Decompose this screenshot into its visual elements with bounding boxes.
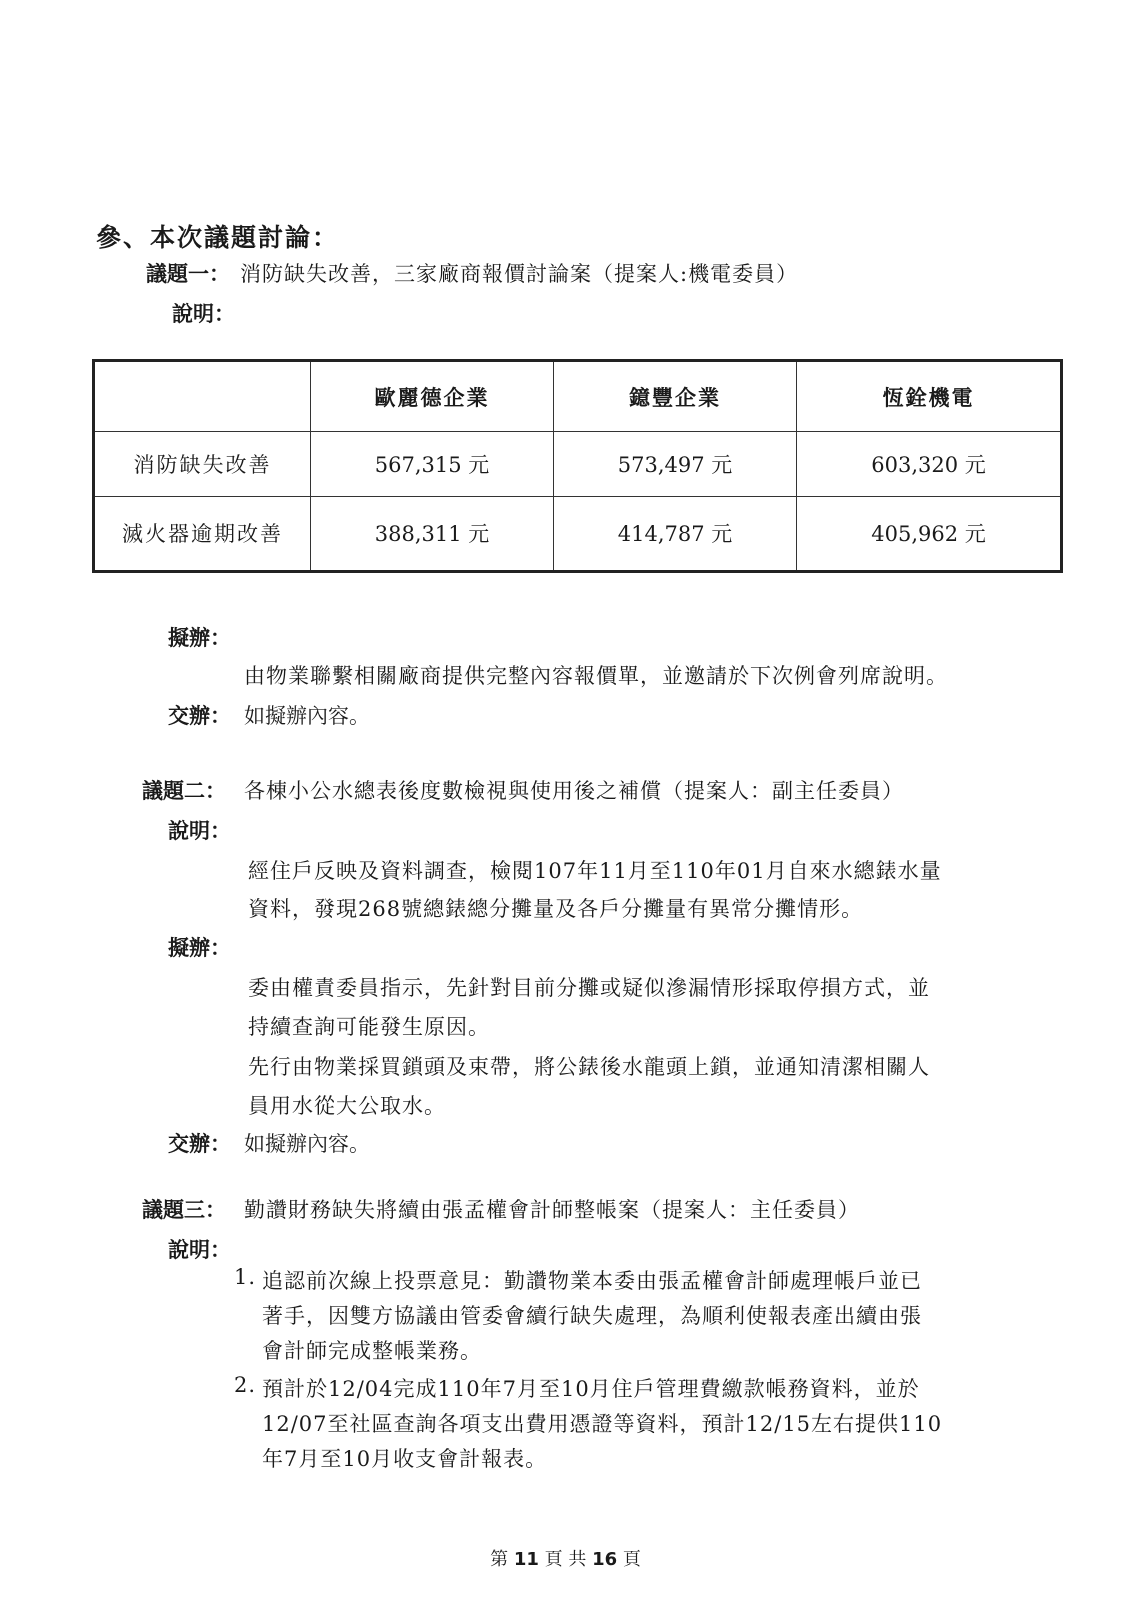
topic2-proposal-line: 先行由物業採買鎖頭及束帶，將公錶後水龍頭上鎖，並通知清潔相關人: [248, 1055, 930, 1079]
quote-table: [92, 359, 1063, 573]
topic2-proposal-line: 員用水從大公取水。: [248, 1094, 446, 1118]
footer-suffix: 頁: [622, 1549, 641, 1570]
topic3-item2-number: 2.: [234, 1373, 257, 1397]
topic1-label: 議題一：: [146, 261, 230, 286]
price-cell: 405,962 元: [797, 496, 1062, 571]
footer-page-number: 11: [513, 1549, 539, 1570]
topic3-item2-line: 預計於12/04完成110年7月至10月住戶管理費繳款帳務資料，並於: [262, 1377, 920, 1401]
topic3-explain-label: 說明：: [168, 1237, 231, 1262]
section-title: 參、本次議題討論：: [96, 223, 340, 252]
row-label: 消防缺失改善: [94, 432, 311, 497]
table-header-vendor: 恆銓機電: [797, 361, 1062, 432]
page-footer: [0, 1545, 1131, 1571]
topic2-proposal-line: 委由權責委員指示，先針對目前分攤或疑似滲漏情形採取停損方式，並: [248, 976, 930, 1000]
topic1-explain-label: 說明：: [172, 301, 235, 326]
table-header-empty: [94, 361, 311, 432]
topic2-action-text: 如擬辦內容。: [244, 1132, 370, 1156]
topic2-action-label: 交辦：: [168, 1131, 231, 1156]
topic3-label: 議題三：: [142, 1197, 226, 1222]
topic1-action-label: 交辦：: [168, 703, 231, 728]
table-header-vendor: 鐿豐企業: [554, 361, 797, 432]
table-row: [94, 496, 1062, 571]
footer-total-pages: 16: [592, 1549, 618, 1570]
topic2-explain-label: 說明：: [168, 818, 231, 843]
topic3-item1-number: 1.: [234, 1265, 257, 1289]
price-cell: 388,311 元: [311, 496, 554, 571]
topic1-proposal-text: 由物業聯繫相關廠商提供完整內容報價單，並邀請於下次例會列席說明。: [244, 664, 948, 688]
topic3-item2-line: 年7月至10月收支會計報表。: [262, 1447, 548, 1471]
footer-prefix: 第: [490, 1549, 509, 1570]
topic2-explain-line: 資料，發現268號總錶總分攤量及各戶分攤量有異常分攤情形。: [248, 897, 864, 921]
topic3-item2-line: 12/07至社區查詢各項支出費用憑證等資料，預計12/15左右提供110: [262, 1412, 943, 1436]
topic2-proposal-line: 持續查詢可能發生原因。: [248, 1015, 490, 1039]
price-cell: 414,787 元: [554, 496, 797, 571]
topic2-title: 各棟小公水總表後度數檢視與使用後之補償（提案人：副主任委員）: [244, 779, 904, 803]
price-cell: 603,320 元: [797, 432, 1062, 497]
topic3-item1-line: 著手，因雙方協議由管委會續行缺失處理，為順利使報表產出續由張: [262, 1304, 922, 1328]
topic2-proposal-label: 擬辦：: [168, 935, 231, 960]
table-header-vendor: 歐麗德企業: [311, 361, 554, 432]
topic1-proposal-label: 擬辦：: [168, 625, 231, 650]
topic3-item1-line: 會計師完成整帳業務。: [262, 1339, 482, 1363]
row-label: 滅火器逾期改善: [94, 496, 311, 571]
topic2-explain-line: 經住戶反映及資料調查，檢閱107年11月至110年01月自來水總錶水量: [248, 859, 942, 883]
price-cell: 567,315 元: [311, 432, 554, 497]
topic3-title: 勤讚財務缺失將續由張孟權會計師整帳案（提案人：主任委員）: [244, 1198, 860, 1222]
topic2-label: 議題二：: [142, 778, 226, 803]
footer-middle: 頁 共: [544, 1549, 587, 1570]
table-row: [94, 432, 1062, 497]
price-cell: 573,497 元: [554, 432, 797, 497]
table-header-row: [94, 361, 1062, 432]
topic1-action-text: 如擬辦內容。: [244, 704, 370, 728]
topic3-item1-line: 追認前次線上投票意見：勤讚物業本委由張孟權會計師處理帳戶並已: [262, 1269, 922, 1293]
topic1-title: 消防缺失改善，三家廠商報價討論案（提案人:機電委員）: [240, 262, 799, 286]
